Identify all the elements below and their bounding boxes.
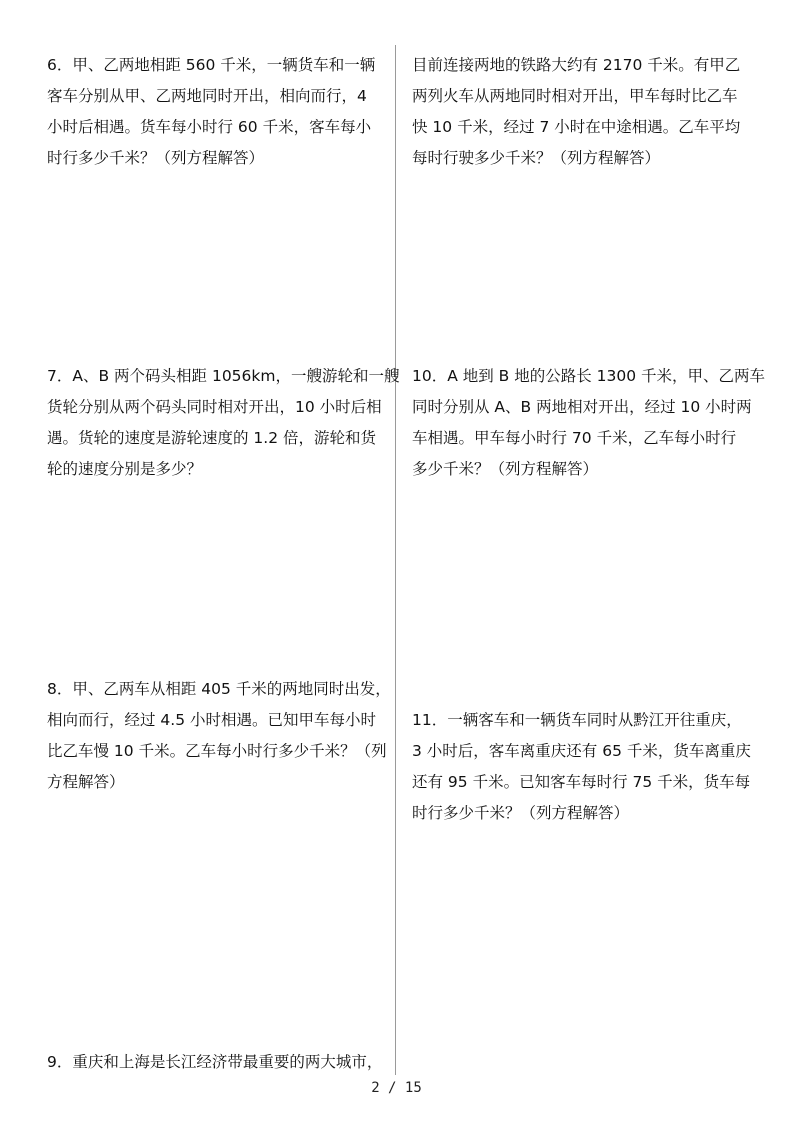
problem-7-line: 7．A、B 两个码头相距 1056km，一艘游轮和一艘 [47, 367, 400, 385]
problem-9-cont-line: 两列火车从两地同时相对开出，甲车每时比乙车 [412, 87, 738, 105]
problem-8-line: 相向而行，经过 4.5 小时相遇。已知甲车每小时 [47, 711, 377, 729]
problem-10-line: 车相遇。甲车每小时行 70 千米，乙车每小时行 [412, 429, 737, 447]
problem-11-line: 3 小时后，客车离重庆还有 65 千米，货车离重庆 [412, 742, 751, 760]
problem-9-cont-line: 目前连接两地的铁路大约有 2170 千米。有甲乙 [412, 56, 741, 74]
problem-8 [47, 674, 391, 798]
problem-8-line: 方程解答） [47, 773, 125, 791]
problem-10 [412, 361, 765, 485]
problem-9-cont-line: 快 10 千米，经过 7 小时在中途相遇。乙车平均 [412, 118, 741, 136]
problem-8-line: 8．甲、乙两车从相距 405 千米的两地同时出发， [47, 680, 391, 698]
problem-7 [47, 361, 399, 485]
column-divider [395, 45, 396, 1075]
problem-10-line: 多少千米？（列方程解答） [412, 460, 599, 478]
problem-11-line: 时行多少千米？（列方程解答） [412, 804, 630, 822]
problem-7-line: 遇。货轮的速度是游轮速度的 1.2 倍，游轮和货 [47, 429, 377, 447]
problem-11-line: 11．一辆客车和一辆货车同时从黔江开往重庆， [412, 711, 742, 729]
problem-6-line: 时行多少千米？（列方程解答） [47, 149, 265, 167]
problem-9-continued [412, 50, 740, 174]
problem-9-line: 9．重庆和上海是长江经济带最重要的两大城市， [47, 1053, 383, 1071]
problem-10-line: 同时分别从 A、B 两地相对开出，经过 10 小时两 [412, 398, 752, 416]
problem-6 [47, 50, 375, 174]
problem-8-line: 比乙车慢 10 千米。乙车每小时行多少千米？（列 [47, 742, 387, 760]
problem-11 [412, 705, 751, 829]
problem-9 [47, 1047, 382, 1078]
problem-6-line: 6．甲、乙两地相距 560 千米，一辆货车和一辆 [47, 56, 376, 74]
problem-10-line: 10．A 地到 B 地的公路长 1300 千米，甲、乙两车 [412, 367, 766, 385]
page-number: 2 / 15 [371, 1080, 422, 1096]
problem-6-line: 客车分别从甲、乙两地同时开出，相向而行，4 [47, 87, 367, 105]
problem-6-line: 小时后相遇。货车每小时行 60 千米，客车每小 [47, 118, 372, 136]
problem-7-line: 轮的速度分别是多少？ [47, 460, 203, 478]
problem-11-line: 还有 95 千米。已知客车每时行 75 千米，货车每 [412, 773, 751, 791]
problem-7-line: 货轮分别从两个码头同时相对开出，10 小时后相 [47, 398, 382, 416]
problem-9-cont-line: 每时行驶多少千米？（列方程解答） [412, 149, 661, 167]
